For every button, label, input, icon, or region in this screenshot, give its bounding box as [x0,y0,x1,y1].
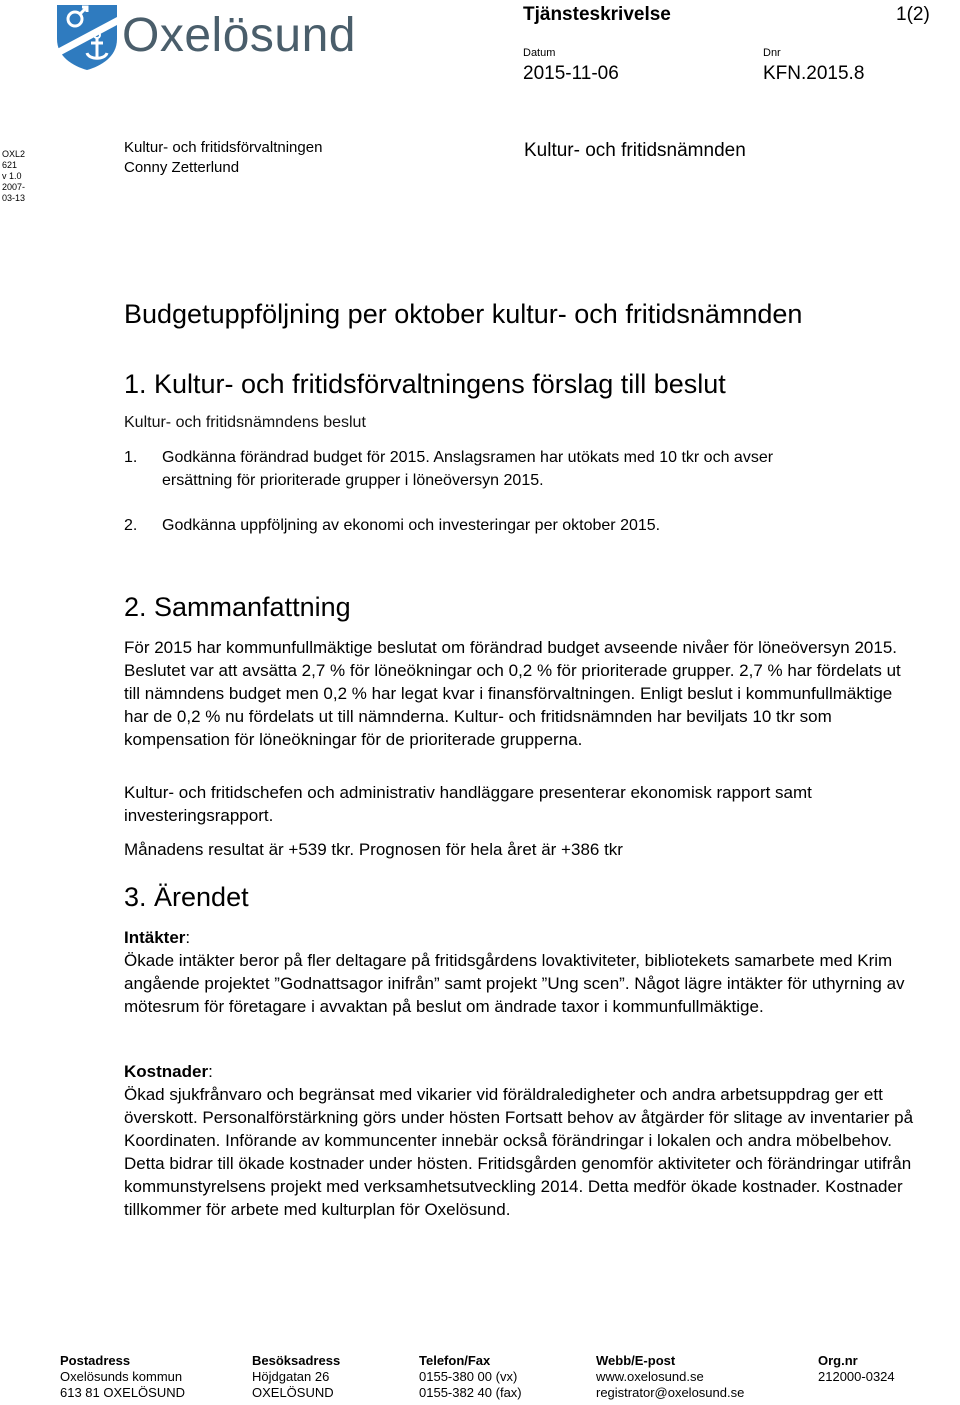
form-code [2,149,25,204]
footer-heading: Postadress [60,1353,131,1368]
footer-web [596,1353,744,1401]
section-heading-proposal: 1. Kultur- och fritidsförvaltningens förslag till beslut [124,369,726,399]
decision-item-number: 2. [124,517,138,534]
form-code-line: v 1.0 [2,171,22,181]
decision-item-text: Godkänna förändrad budget för 2015. Anslagsramen har utökats med 10 tkr och avser ersättning för prioriterade grupper i löneöversyn 2015. [162,449,774,489]
section-heading-summary: 2. Sammanfattning [124,592,351,622]
dnr-label: Dnr [763,47,781,59]
sender-department: Kultur- och fritidsförvaltningen [124,139,323,156]
footer-postal-address [60,1353,185,1401]
footer-line: 0155-380 00 (vx) [419,1369,518,1384]
section-heading-matter: 3. Ärendet [124,882,249,912]
sender-name: Conny Zetterlund [124,159,240,176]
summary-paragraph: Kultur- och fritidschefen och administrativ handläggare presenterar ekonomisk rapport samt investeringsrapport. [124,783,812,825]
footer-orgnr [818,1353,895,1385]
income-block: Intäkter: Ökade intäkter beror på fler deltagare på fritidsgårdens lovaktiviteter, bibliotekets samarbete med Krim angående projektet ”Godnattsagor inifrån” samt projekt ”Ung scen”. Något lägre intäkter för uthyrning av mötesrum för företagare i avvaktan på beslut om ändrade taxor i kommunfullmäktige. [124,928,905,1016]
footer-line: 212000-0324 [818,1369,895,1384]
website-link[interactable]: www.oxelosund.se [596,1369,704,1384]
decision-item-number: 1. [124,449,138,466]
section-subheading: Kultur- och fritidsnämndens beslut [124,414,366,431]
footer-phone [419,1353,522,1401]
income-text: Ökade intäkter beror på fler deltagare på fritidsgårdens lovaktiviteter, bibliotekets samarbete med Krim angående projektet ”Godnattsagor inifrån” samt projekt ”Ung scen”. Något lägre intäkter för uthyrning av mötesrum för företagare i avvaktan på beslut om ändrade taxor i kommunfullmäktige. [124,951,905,1016]
cost-label: Kostnader [124,1062,209,1081]
footer-heading: Webb/E-post [596,1353,676,1368]
summary-paragraph: För 2015 har kommunfullmäktige beslutat om förändrad budget avseende nivåer för löneöversyn 2015. Beslutet var att avsätta 2,7 % för löneökningar och 0,2 % för prioriterade grupper. 2,7 % har fördelats ut till nämndens budget men 0,2 % har legat kvar i finansförvaltningen. Enligt beslut i kommunfullmäktige har de 0,2 % nu fördelats ut till nämnderna. Kultur- och fritidsnämnden har beviljats 10 tkr som kompensation för löneökningar för de prioriterade gruppernа. [124,638,901,749]
footer-line: 0155-382 40 (fax) [419,1385,522,1400]
cost-block: Kostnader: Ökad sjukfrånvaro och begränsat med vikarier vid föräldraledigheter och andra arbetsuppdrag ger ett överskott. Personalförstärkning görs under hösten Fortsatt behov av åtgärder för slitage av inventarier på Koordinaten. Införande av kommuncenter innebär också förändringar i lokalen och andra möbelbehov. Detta bidrar till ökade kostnader under hösten. Fritidsgården genomför aktiviteter och förändringar utifrån kommunstyrelsens projekt med verksamhetsutveckling 2014. Detta medför ökade kostnader. Kostnader tillkommer för arbete med kulturplan för Oxelösund. [124,1062,914,1219]
page-number: 1(2) [896,4,930,25]
footer-visiting-address [252,1353,340,1401]
footer-line: Höjdgatan 26 [252,1369,330,1384]
logo-wordmark: Oxelösund [122,9,356,62]
footer-line: Oxelösunds kommun [60,1369,183,1384]
footer-line: OXELÖSUND [252,1385,334,1400]
recipient: Kultur- och fritidsnämnden [524,140,746,161]
footer-heading: Telefon/Fax [419,1353,491,1368]
date-label: Datum [523,47,556,59]
footer-line: 613 81 OXELÖSUND [60,1385,186,1400]
dnr-value: KFN.2015.8 [763,63,865,84]
form-code-line: 03-13 [2,193,26,203]
form-code-line: OXL2 [2,149,26,159]
summary-result: Månadens resultat är +539 tkr. Prognosen för hela året är +386 tkr [124,840,623,859]
cost-text: Ökad sjukfrånvaro och begränsat med vikarier vid föräldraledigheter och andra arbetsuppdrag ger ett överskott. Personalförstärkning görs under hösten Fortsatt behov av åtgärder för slitage av inventarier på Koordinaten. Införande av kommuncenter innebär också förändringar i lokalen och andra möbelbehov. Detta bidrar till ökade kostnader under hösten. Fritidsgården genomför aktiviteter och förändringar utifrån kommunstyrelsens projekt med verksamhetsutveckling 2014. Detta medför ökade kostnader. Kostnader tillkommer för arbete med kulturplan för Oxelösund. [124,1085,914,1219]
document-type: Tjänsteskrivelse [523,4,671,25]
footer-heading: Org.nr [818,1353,858,1368]
form-code-line: 2007- [2,182,26,192]
decision-item-text: Godkänna uppföljning av ekonomi och investeringar per oktober 2015. [162,517,661,534]
footer [0,1353,960,1405]
email-link[interactable]: registrator@oxelosund.se [596,1385,745,1400]
sender [124,138,322,178]
income-label: Intäkter [124,928,186,947]
decision-item [124,514,844,537]
coat-of-arms-icon [55,3,119,71]
form-code-line: 621 [2,160,18,170]
document-title: Budgetuppföljning per oktober kultur- och fritidsnämnden [124,299,803,329]
date-value: 2015-11-06 [523,63,619,84]
footer-heading: Besöksadress [252,1353,341,1368]
decision-item [124,446,844,492]
